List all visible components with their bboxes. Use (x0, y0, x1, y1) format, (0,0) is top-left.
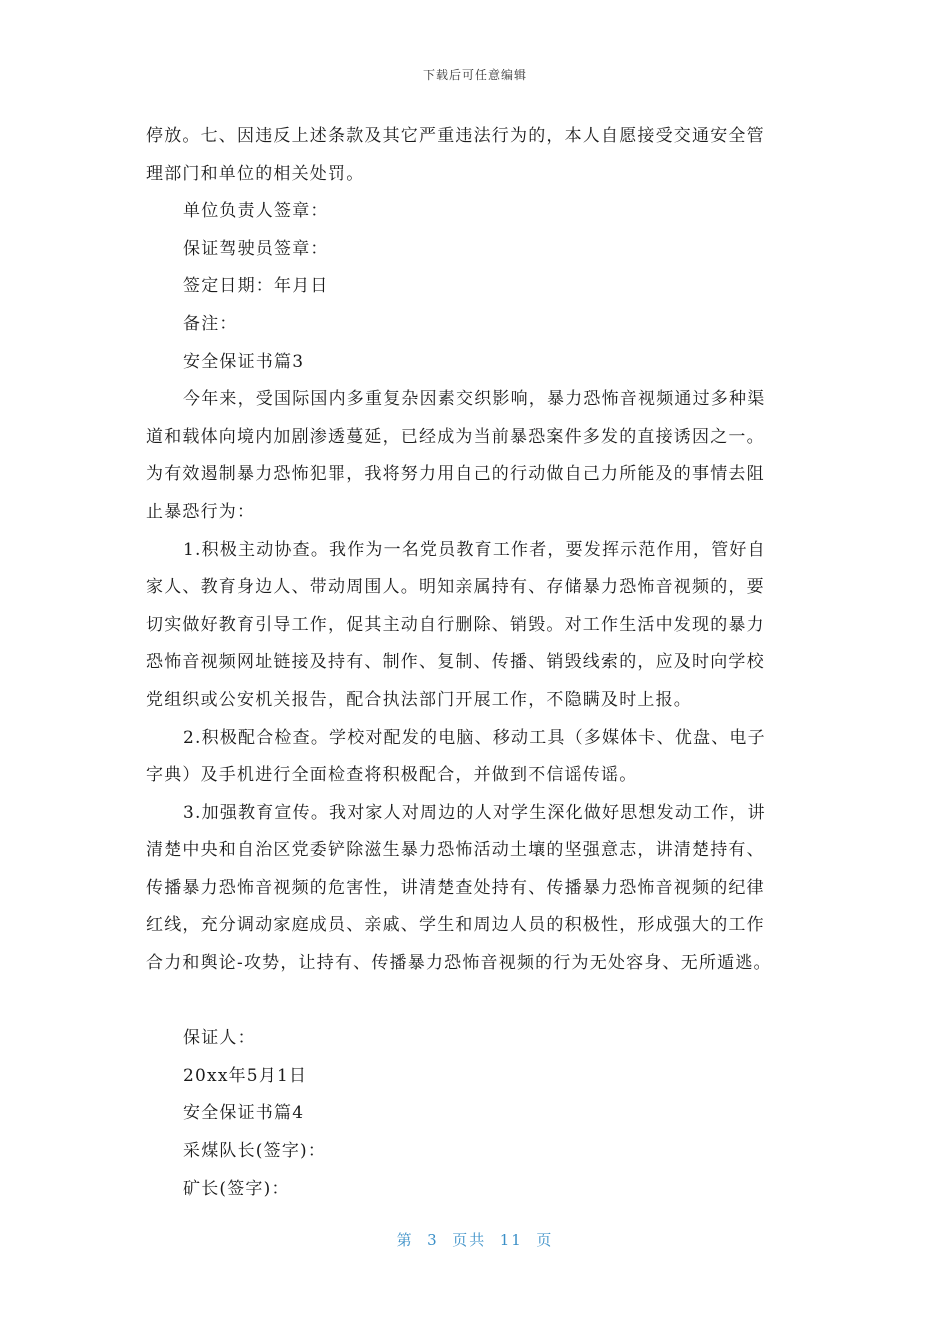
text-line: 止暴恐行为： (146, 501, 256, 522)
body-text (146, 118, 806, 983)
text-line: 单位负责人签章： (183, 201, 329, 222)
text-line: 签定日期：年月日 (183, 276, 329, 297)
text-line: 合力和舆论-攻势，让持有、传播暴力恐怖音视频的行为无处容身、无所遁逃。 (146, 953, 772, 974)
text-line: 清楚中央和自治区党委铲除滋生暴力恐怖活动土壤的坚强意志，讲清楚持有、 (146, 840, 765, 861)
page-header: 下载后可任意编辑 (422, 68, 527, 82)
text-line: 字典）及手机进行全面检查将积极配合，并做到不信谣传谣。 (146, 765, 638, 786)
text-line: 3.加强教育宣传。我对家人对周边的人对学生深化做好思想发动工作，讲 (183, 802, 766, 823)
text-line: 理部门和单位的相关处罚。 (146, 163, 365, 184)
text-line: 恐怖音视频网址链接及持有、制作、复制、传播、销毁线索的，应及时向学校 (146, 652, 765, 673)
page-footer: 第 3 页共 11 页 (396, 1231, 554, 1249)
text-line: 1.积极主动协查。我作为一名党员教育工作者，要发挥示范作用，管好自 (183, 539, 766, 560)
text-line: 党组织或公安机关报告，配合执法部门开展工作，不隐瞒及时上报。 (146, 689, 692, 710)
text-line: 传播暴力恐怖音视频的危害性，讲清楚查处持有、传播暴力恐怖音视频的纪律 (146, 877, 765, 898)
text-line: 安全保证书篇3 (183, 351, 305, 372)
text-line: 为有效遏制暴力恐怖犯罪，我将努力用自己的行动做自己力所能及的事情去阻 (146, 464, 765, 485)
text-line: 保证人： (183, 1028, 256, 1049)
text-line: 矿长(签字)： (183, 1178, 290, 1199)
text-line: 切实做好教育引导工作，促其主动自行删除、销毁。对工作生活中发现的暴力 (146, 614, 765, 635)
text-line: 家人、教育身边人、带动周围人。明知亲属持有、存储暴力恐怖音视频的，要 (146, 577, 765, 598)
text-line: 保证驾驶员签章： (183, 238, 329, 259)
text-line: 20xx年5月1日 (183, 1065, 308, 1086)
text-line: 红线，充分调动家庭成员、亲戚、学生和周边人员的积极性，形成强大的工作 (146, 915, 765, 936)
text-line: 备注： (183, 313, 238, 334)
blank-line (146, 983, 806, 1021)
text-line: 今年来，受国际国内多重复杂因素交织影响，暴力恐怖音视频通过多种渠 (183, 389, 766, 410)
text-line: 停放。七、因违反上述条款及其它严重违法行为的，本人自愿接受交通安全管 (146, 126, 765, 146)
text-line: 2.积极配合检查。学校对配发的电脑、移动工具（多媒体卡、优盘、电子 (183, 727, 766, 748)
text-line: 安全保证书篇4 (183, 1103, 305, 1124)
closing-text (146, 1020, 806, 1208)
text-line: 道和载体向境内加剧渗透蔓延，已经成为当前暴恐案件多发的直接诱因之一。 (146, 426, 765, 447)
text-line: 采煤队长(签字)： (183, 1141, 327, 1162)
document-body (146, 118, 806, 1208)
